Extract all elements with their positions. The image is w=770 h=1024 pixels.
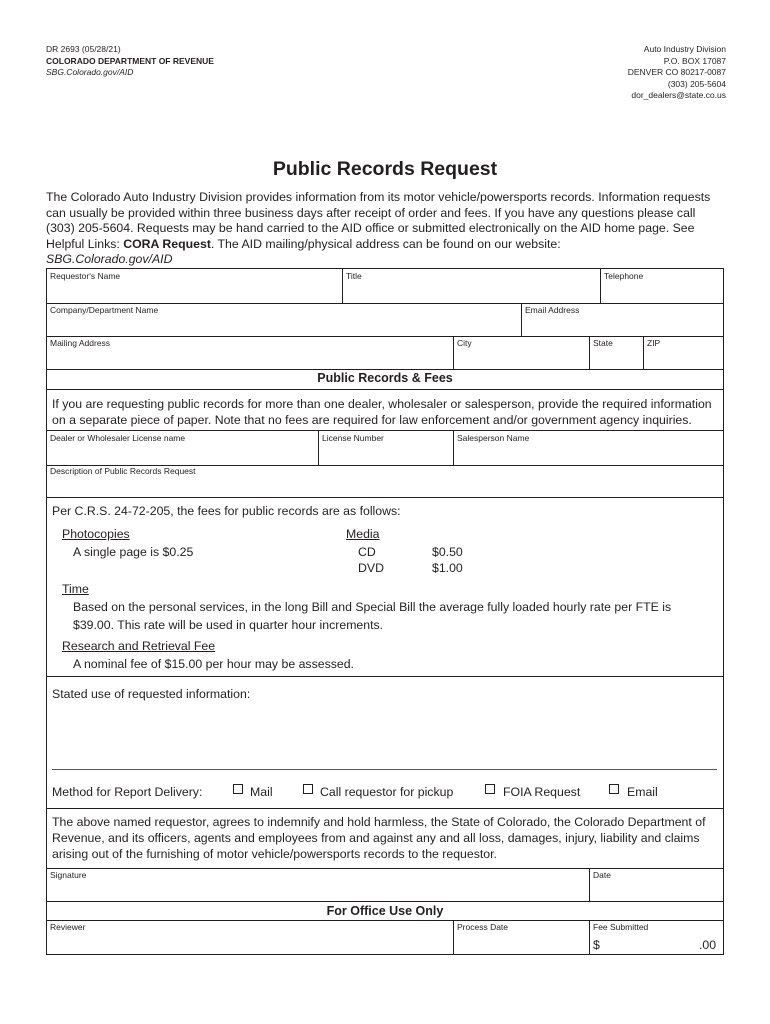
mailing-address-field[interactable] bbox=[47, 337, 453, 369]
media-dvd-price: $1.00 bbox=[432, 561, 463, 575]
intro-website: SBG.Colorado.gov/AID bbox=[46, 252, 173, 267]
media-cd: CD bbox=[358, 545, 376, 559]
agency-header bbox=[46, 44, 214, 79]
telephone-field[interactable] bbox=[601, 269, 723, 303]
contact-email: dor_dealers@state.co.us bbox=[631, 90, 726, 100]
salesperson-name-label: Salesperson Name bbox=[457, 433, 530, 443]
salesperson-name-field[interactable] bbox=[454, 431, 723, 465]
license-number-label: License Number bbox=[322, 433, 384, 443]
intro-paragraph bbox=[46, 190, 726, 268]
reviewer-label: Reviewer bbox=[50, 922, 86, 932]
foia-option-label: FOIA Request bbox=[503, 785, 581, 799]
fee-submitted-label: Fee Submitted bbox=[593, 922, 649, 932]
multiple-dealers-note: If you are requesting public records for more than one dealer, wholesaler or salesperson, provide the required information on a separate piece of paper. Note that no fees are required for law enforcement and/or government agency inquiries. bbox=[52, 397, 712, 427]
state-field[interactable] bbox=[590, 337, 643, 369]
company-field[interactable] bbox=[47, 304, 521, 336]
date-label: Date bbox=[593, 870, 611, 880]
media-cd-price: $0.50 bbox=[432, 545, 463, 559]
mailing-address-block bbox=[628, 44, 726, 102]
state-label: State bbox=[593, 338, 613, 348]
division-name: Auto Industry Division bbox=[643, 44, 726, 54]
reviewer-field[interactable] bbox=[47, 921, 453, 954]
license-number-field[interactable] bbox=[319, 431, 453, 465]
stated-use-label: Stated use of requested information: bbox=[52, 687, 251, 701]
website-text: SBG.Colorado.gov/AID bbox=[46, 67, 134, 77]
research-text: A nominal fee of $15.00 per hour may be assessed. bbox=[73, 657, 354, 671]
po-box: P.O. BOX 17087 bbox=[663, 55, 726, 66]
request-form bbox=[46, 268, 724, 955]
email-field[interactable] bbox=[522, 304, 723, 336]
process-date-field[interactable] bbox=[454, 921, 589, 954]
mail-option-label: Mail bbox=[250, 785, 273, 799]
stated-use-field[interactable] bbox=[47, 677, 723, 769]
photocopies-text: A single page is $0.25 bbox=[73, 545, 194, 559]
signature-field[interactable] bbox=[47, 869, 589, 901]
stated-use-line bbox=[52, 769, 717, 770]
mailing-address-label: Mailing Address bbox=[50, 338, 111, 348]
research-heading: Research and Retrieval Fee bbox=[62, 639, 216, 653]
intro-text-continued: . The AID mailing/physical address can be found on our website: bbox=[210, 236, 561, 251]
dealer-license-name-field[interactable] bbox=[47, 431, 318, 465]
foia-checkbox[interactable] bbox=[485, 784, 495, 794]
email-label: Email Address bbox=[525, 305, 580, 315]
time-text: Based on the personal services, in the long Bill and Special Bill the average fully loaded hourly rate per FTE is $39.00. This rate will be used in quarter hour increments. bbox=[73, 600, 672, 632]
email-option-label: Email bbox=[627, 785, 658, 799]
delivery-method-label: Method for Report Delivery: bbox=[52, 785, 203, 799]
zip-label: ZIP bbox=[647, 338, 661, 348]
fee-dollar-sign: $ bbox=[593, 938, 600, 952]
process-date-label: Process Date bbox=[457, 922, 509, 932]
zip-field[interactable] bbox=[644, 337, 723, 369]
requestor-name-label: Requestor's Name bbox=[50, 271, 121, 281]
date-field[interactable] bbox=[590, 869, 723, 901]
dealer-license-name-label: Dealer or Wholesaler License name bbox=[50, 433, 186, 443]
form-number: DR 2693 (05/28/21) bbox=[46, 44, 121, 54]
telephone-label: Telephone bbox=[604, 271, 644, 281]
department-name: COLORADO DEPARTMENT OF REVENUE bbox=[46, 55, 214, 66]
fees-intro: Per C.R.S. 24-72-205, the fees for public records are as follows: bbox=[52, 504, 401, 518]
office-use-heading: For Office Use Only bbox=[326, 904, 444, 918]
indemnity-text: The above named requestor, agrees to indemnify and hold harmless, the State of Colorado, the Colorado Department of Revenue, and its officers, agents and employees from and against any and all loss, damages, injury, liability and claims arising out of the furnishing of motor vehicle/powersports records to the requestor. bbox=[52, 815, 706, 861]
media-dvd: DVD bbox=[358, 561, 384, 575]
fee-amount-field[interactable] bbox=[604, 937, 696, 953]
signature-label: Signature bbox=[50, 870, 87, 880]
mail-checkbox[interactable] bbox=[233, 784, 243, 794]
city-label: City bbox=[457, 338, 472, 348]
page-title: Public Records Request bbox=[272, 158, 498, 180]
pickup-option-label: Call requestor for pickup bbox=[320, 785, 454, 799]
requestor-name-field[interactable] bbox=[47, 269, 342, 303]
media-heading: Media bbox=[346, 527, 380, 541]
city-field[interactable] bbox=[454, 337, 589, 369]
description-label: Description of Public Records Request bbox=[50, 466, 196, 476]
cora-request-link[interactable]: CORA Request bbox=[123, 236, 211, 251]
fee-cents: .00 bbox=[699, 938, 717, 952]
photocopies-heading: Photocopies bbox=[62, 527, 130, 541]
description-field[interactable] bbox=[47, 466, 723, 497]
city-line: DENVER CO 80217-0087 bbox=[627, 67, 726, 77]
company-label: Company/Department Name bbox=[50, 305, 159, 315]
phone-number: (303) 205-5604 bbox=[667, 78, 726, 89]
pickup-checkbox[interactable] bbox=[303, 784, 313, 794]
title-label: Title bbox=[346, 271, 362, 281]
intro-text: The Colorado Auto Industry Division provides information from its motor vehicle/powersports records. Information requests can usually be provided within three business days after receipt of order and fees. If you have any questions please call (303) 205-5604. Requests may be hand carried to the AID office or submitted electronically on the AID home page. See Helpful Links: bbox=[46, 190, 711, 251]
time-heading: Time bbox=[62, 582, 89, 596]
title-field[interactable] bbox=[343, 269, 600, 303]
public-records-fees-heading: Public Records & Fees bbox=[317, 371, 453, 385]
email-checkbox[interactable] bbox=[609, 784, 619, 794]
